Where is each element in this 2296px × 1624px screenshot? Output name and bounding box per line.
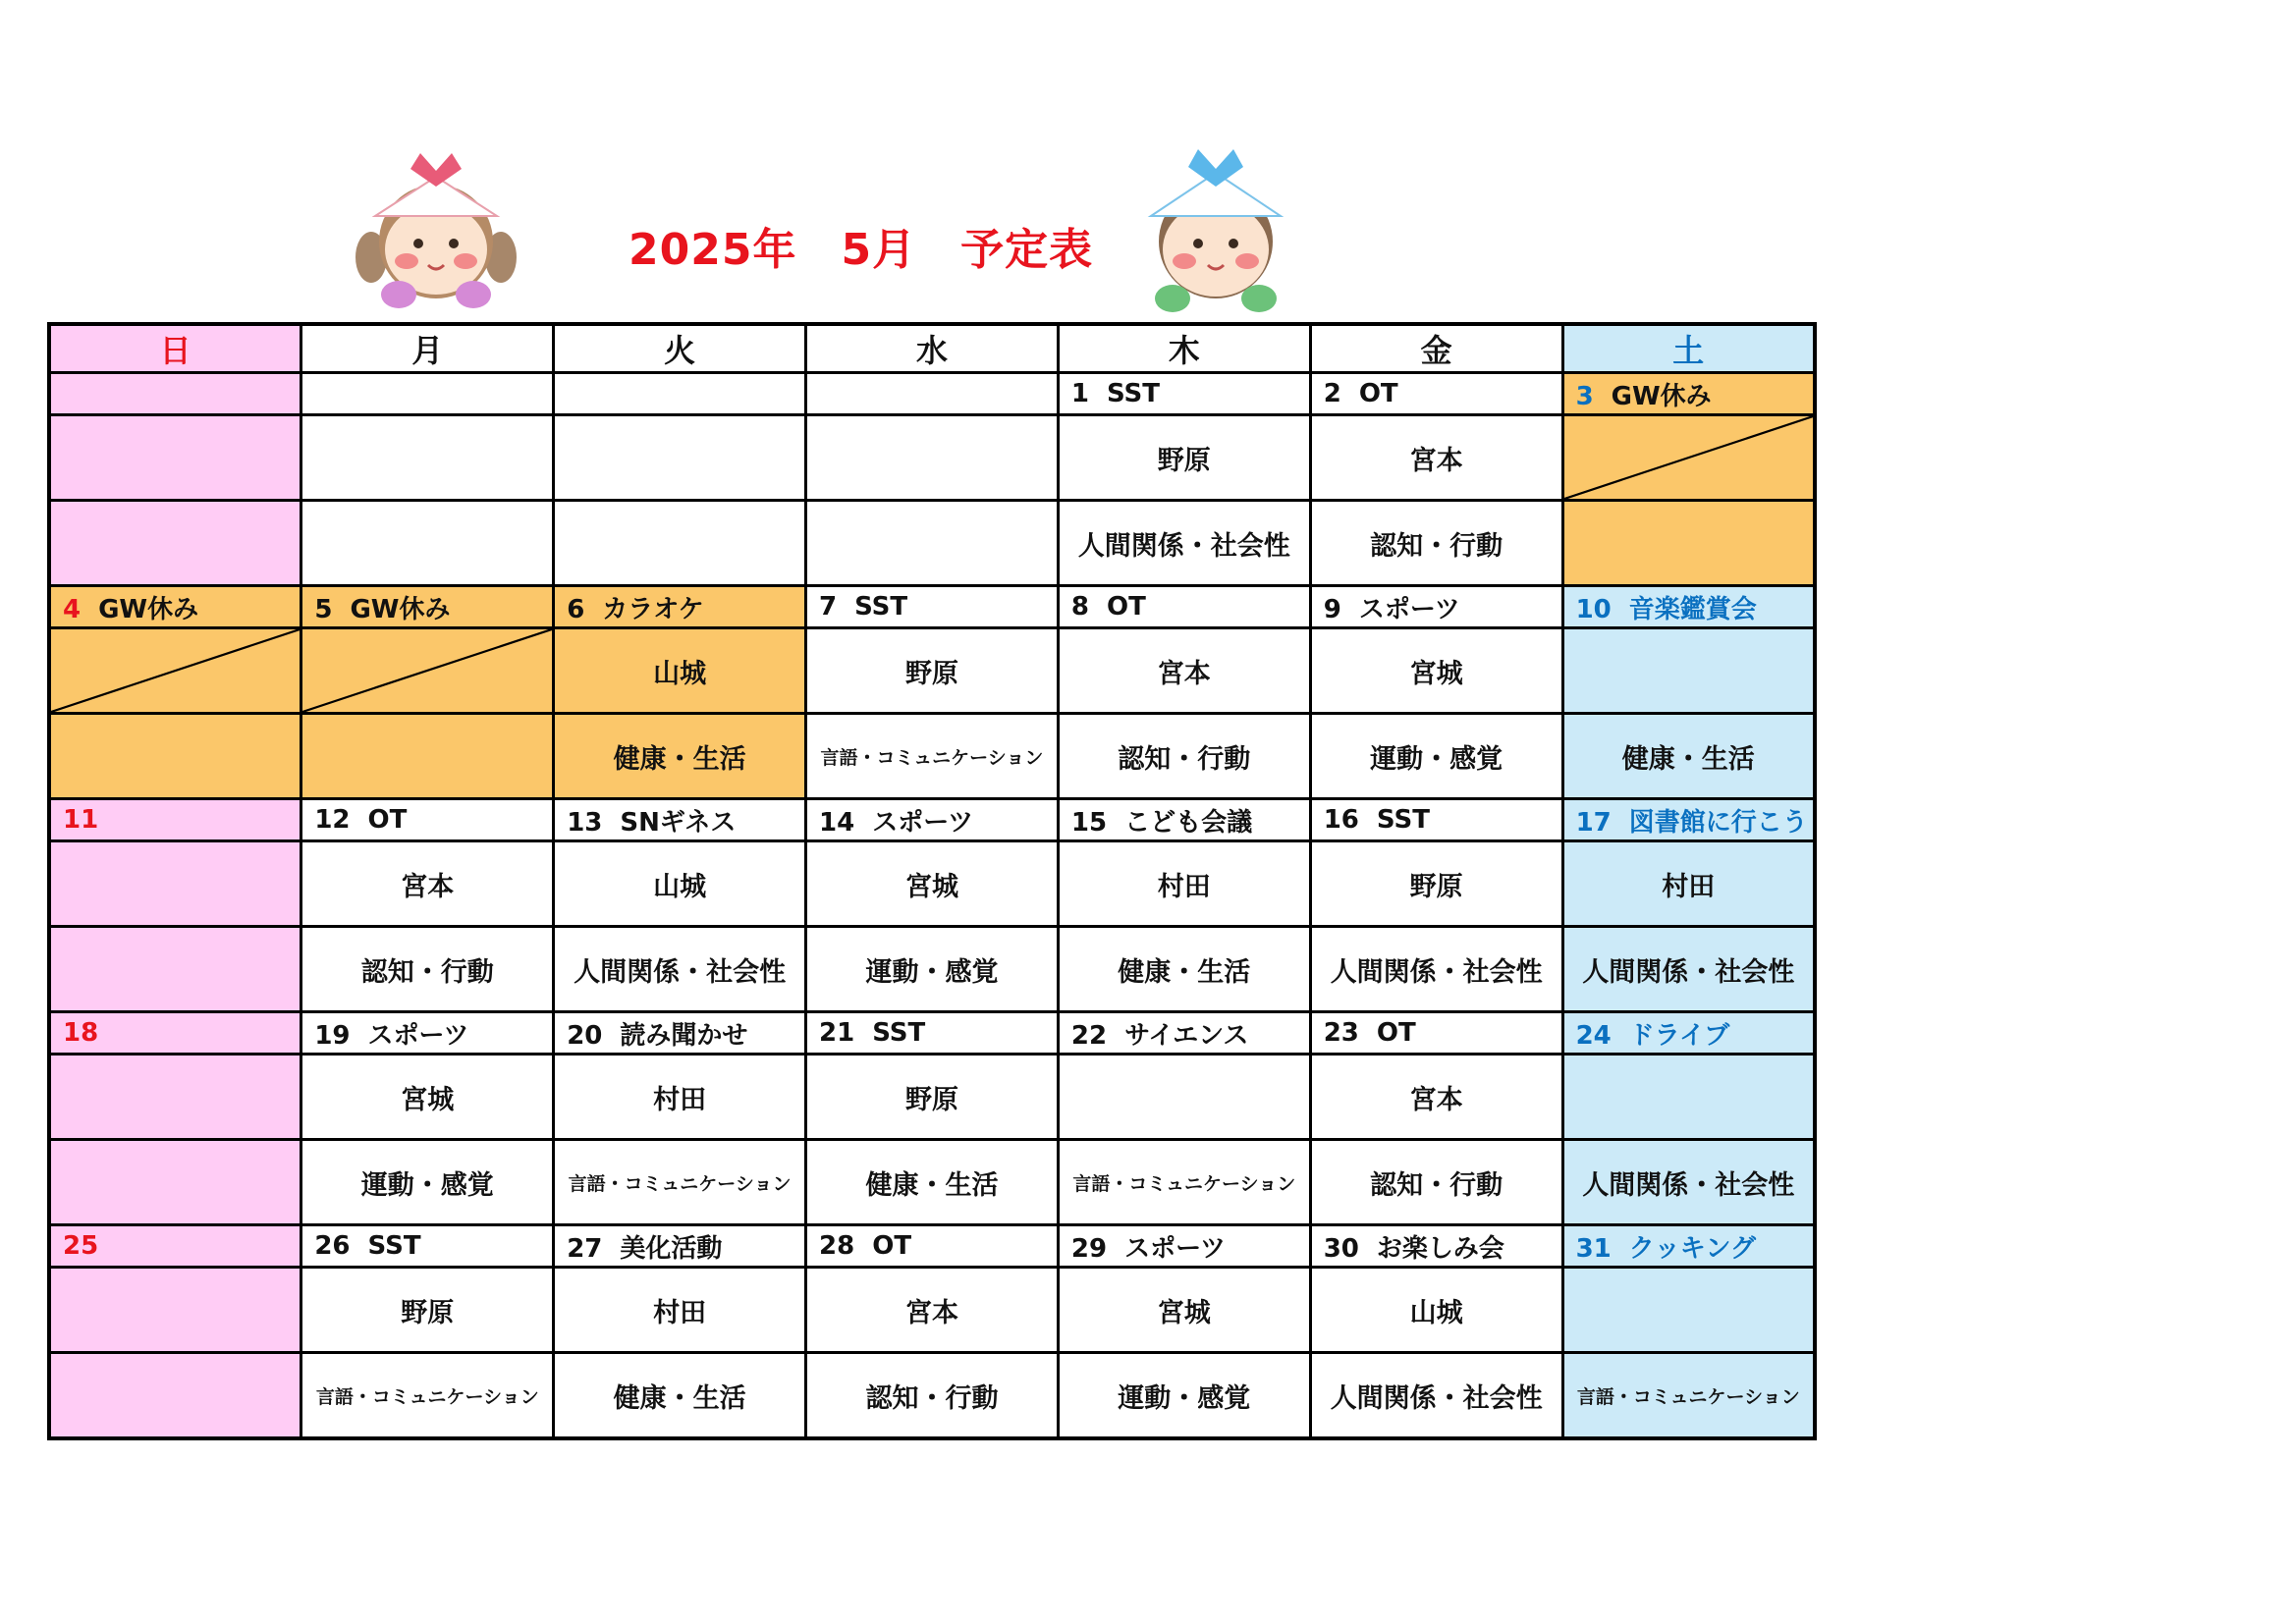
event-name: SST — [1376, 805, 1430, 835]
event-name: OT — [367, 805, 408, 835]
day-number: 29 — [1070, 1233, 1108, 1264]
category-cell: 健康・生活 — [806, 1140, 1059, 1225]
event-name: サイエンス — [1124, 1020, 1249, 1051]
day-cell — [1058, 799, 1310, 841]
date-row — [49, 1225, 1815, 1268]
event-name: OT — [872, 1231, 912, 1261]
day-cell — [806, 373, 1059, 415]
weekday-thu: 木 — [1058, 324, 1310, 373]
event-name: クッキング — [1628, 1233, 1756, 1264]
category-row — [49, 927, 1815, 1012]
category-cell — [49, 1353, 301, 1439]
staff-cell — [49, 841, 301, 927]
day-number: 13 — [567, 807, 603, 838]
event-name: スポーツ — [872, 807, 974, 838]
category-cell: 健康・生活 — [554, 1353, 806, 1439]
staff-cell — [1562, 1055, 1815, 1140]
day-cell — [1310, 799, 1562, 841]
girl-illustration — [350, 147, 522, 314]
event-name: GW休み — [98, 594, 199, 624]
event-name: ドライブ — [1628, 1020, 1730, 1051]
category-cell: 運動・感覚 — [1058, 1353, 1310, 1439]
staff-cell: 野原 — [806, 628, 1059, 714]
day-cell — [554, 586, 806, 628]
event-name: OT — [1358, 379, 1398, 408]
day-number: 15 — [1070, 807, 1108, 838]
staff-cell — [806, 415, 1059, 501]
day-cell — [1310, 1012, 1562, 1055]
staff-cell — [49, 628, 301, 714]
category-row — [49, 714, 1815, 799]
category-cell: 言語・コミュニケーション — [554, 1140, 806, 1225]
category-cell: 言語・コミュニケーション — [1562, 1353, 1815, 1439]
category-cell: 人間関係・社会性 — [1562, 1140, 1815, 1225]
day-number: 2 — [1323, 379, 1341, 408]
date-row — [49, 373, 1815, 415]
category-cell — [806, 501, 1059, 586]
day-cell — [49, 1012, 301, 1055]
staff-cell — [49, 415, 301, 501]
day-cell — [301, 1225, 554, 1268]
category-row — [49, 1140, 1815, 1225]
day-number: 3 — [1575, 381, 1594, 411]
staff-cell: 宮城 — [806, 841, 1059, 927]
day-cell — [554, 373, 806, 415]
category-cell — [1562, 501, 1815, 586]
category-cell: 健康・生活 — [1058, 927, 1310, 1012]
day-cell — [49, 373, 301, 415]
staff-cell — [49, 1268, 301, 1353]
day-number: 23 — [1323, 1018, 1359, 1048]
category-cell: 運動・感覚 — [1310, 714, 1562, 799]
day-number: 9 — [1323, 594, 1341, 624]
weekday-header-row — [49, 324, 1815, 373]
day-cell — [554, 799, 806, 841]
category-row — [49, 501, 1815, 586]
event-name: GW休み — [1611, 381, 1712, 411]
closed-diagonal — [302, 629, 552, 712]
staff-cell: 山城 — [554, 841, 806, 927]
date-row — [49, 799, 1815, 841]
day-cell — [1562, 1012, 1815, 1055]
day-number: 10 — [1575, 594, 1612, 624]
staff-cell — [554, 415, 806, 501]
category-cell — [301, 501, 554, 586]
category-row — [49, 1353, 1815, 1439]
category-cell: 健康・生活 — [1562, 714, 1815, 799]
event-name: SST — [1106, 379, 1160, 408]
staff-cell — [1562, 415, 1815, 501]
day-cell — [1562, 586, 1815, 628]
day-cell — [1310, 1225, 1562, 1268]
staff-cell — [301, 415, 554, 501]
staff-cell — [49, 1055, 301, 1140]
day-cell — [1058, 1225, 1310, 1268]
day-cell — [1562, 1225, 1815, 1268]
staff-row — [49, 628, 1815, 714]
event-name: カラオケ — [602, 594, 704, 624]
day-cell — [554, 1012, 806, 1055]
category-cell — [49, 927, 301, 1012]
day-number: 26 — [314, 1231, 351, 1261]
category-cell: 人間関係・社会性 — [1310, 927, 1562, 1012]
category-cell: 認知・行動 — [301, 927, 554, 1012]
day-cell — [554, 1225, 806, 1268]
staff-cell: 宮本 — [806, 1268, 1059, 1353]
category-cell — [49, 714, 301, 799]
day-number: 21 — [819, 1018, 855, 1048]
day-number: 17 — [1575, 807, 1612, 838]
day-cell — [1058, 373, 1310, 415]
day-cell — [806, 1225, 1059, 1268]
category-cell: 認知・行動 — [806, 1353, 1059, 1439]
staff-row — [49, 1055, 1815, 1140]
staff-cell: 野原 — [1058, 415, 1310, 501]
day-cell — [1058, 1012, 1310, 1055]
category-cell: 認知・行動 — [1058, 714, 1310, 799]
category-cell — [301, 714, 554, 799]
closed-diagonal — [51, 629, 300, 712]
day-number: 18 — [63, 1018, 99, 1048]
day-number: 28 — [819, 1231, 855, 1261]
event-name: SST — [872, 1018, 926, 1048]
schedule-table — [47, 322, 1817, 1440]
event-name: OT — [1106, 592, 1146, 622]
category-cell — [554, 501, 806, 586]
event-name: スポーツ — [367, 1020, 469, 1051]
category-cell — [49, 1140, 301, 1225]
category-cell: 言語・コミュニケーション — [301, 1353, 554, 1439]
weekday-tue: 火 — [554, 324, 806, 373]
day-number: 8 — [1070, 592, 1089, 622]
day-number: 14 — [819, 807, 855, 838]
day-number: 4 — [63, 594, 82, 624]
day-cell — [1562, 799, 1815, 841]
category-cell: 健康・生活 — [554, 714, 806, 799]
date-row — [49, 1012, 1815, 1055]
staff-cell: 宮城 — [1058, 1268, 1310, 1353]
event-name: こども会議 — [1124, 807, 1253, 838]
category-cell: 運動・感覚 — [301, 1140, 554, 1225]
event-name: SST — [367, 1231, 421, 1261]
category-cell: 言語・コミュニケーション — [1058, 1140, 1310, 1225]
category-cell — [49, 501, 301, 586]
day-number: 11 — [63, 805, 99, 835]
day-cell — [806, 586, 1059, 628]
day-cell — [301, 373, 554, 415]
boy-illustration — [1129, 145, 1302, 318]
day-number: 31 — [1575, 1233, 1612, 1264]
day-cell — [301, 586, 554, 628]
staff-cell — [1562, 628, 1815, 714]
staff-cell: 山城 — [554, 628, 806, 714]
staff-cell: 山城 — [1310, 1268, 1562, 1353]
day-cell — [1310, 373, 1562, 415]
day-number: 24 — [1575, 1020, 1612, 1051]
day-number: 20 — [567, 1020, 603, 1051]
day-cell — [301, 799, 554, 841]
category-cell: 人間関係・社会性 — [1562, 927, 1815, 1012]
event-name: SST — [854, 592, 908, 622]
staff-row — [49, 1268, 1815, 1353]
weekday-wed: 水 — [806, 324, 1059, 373]
day-cell — [301, 1012, 554, 1055]
event-name: SNギネス — [620, 807, 737, 838]
day-number: 16 — [1323, 805, 1359, 835]
day-number: 19 — [314, 1020, 351, 1051]
event-name: 読み聞かせ — [620, 1020, 748, 1051]
day-number: 1 — [1070, 379, 1089, 408]
category-cell: 人間関係・社会性 — [1058, 501, 1310, 586]
event-name: お楽しみ会 — [1376, 1233, 1504, 1264]
event-name: 美化活動 — [620, 1233, 723, 1264]
staff-cell: 宮城 — [301, 1055, 554, 1140]
day-cell — [806, 1012, 1059, 1055]
day-cell — [1310, 586, 1562, 628]
category-cell: 言語・コミュニケーション — [806, 714, 1059, 799]
weekday-mon: 月 — [301, 324, 554, 373]
event-name: スポーツ — [1358, 594, 1460, 624]
day-cell — [806, 799, 1059, 841]
staff-cell: 宮城 — [1310, 628, 1562, 714]
weekday-fri: 金 — [1310, 324, 1562, 373]
staff-cell — [301, 628, 554, 714]
staff-cell: 村田 — [554, 1268, 806, 1353]
event-name: スポーツ — [1124, 1233, 1227, 1264]
category-cell: 運動・感覚 — [806, 927, 1059, 1012]
day-number: 6 — [567, 594, 585, 624]
day-cell — [49, 586, 301, 628]
staff-cell: 村田 — [554, 1055, 806, 1140]
day-cell — [1562, 373, 1815, 415]
event-name: OT — [1376, 1018, 1416, 1048]
day-number: 12 — [314, 805, 351, 835]
staff-cell — [1058, 1055, 1310, 1140]
weekday-sun: 日 — [49, 324, 301, 373]
page-title: 2025年 5月 予定表 — [629, 225, 1094, 275]
event-name: 音楽鑑賞会 — [1628, 594, 1757, 624]
closed-diagonal — [1564, 416, 1813, 499]
day-cell — [49, 1225, 301, 1268]
category-cell: 人間関係・社会性 — [1310, 1353, 1562, 1439]
event-name: GW休み — [350, 594, 451, 624]
staff-cell: 村田 — [1562, 841, 1815, 927]
staff-cell: 野原 — [806, 1055, 1059, 1140]
day-number: 25 — [63, 1231, 99, 1261]
day-number: 27 — [567, 1233, 603, 1264]
day-number: 30 — [1323, 1233, 1359, 1264]
staff-cell: 宮本 — [301, 841, 554, 927]
staff-cell: 野原 — [1310, 841, 1562, 927]
staff-cell: 宮本 — [1310, 415, 1562, 501]
category-cell: 認知・行動 — [1310, 1140, 1562, 1225]
day-number: 22 — [1070, 1020, 1108, 1051]
staff-cell: 宮本 — [1310, 1055, 1562, 1140]
day-number: 7 — [819, 592, 838, 622]
staff-row — [49, 841, 1815, 927]
category-cell: 認知・行動 — [1310, 501, 1562, 586]
staff-row — [49, 415, 1815, 501]
staff-cell: 野原 — [301, 1268, 554, 1353]
day-cell — [1058, 586, 1310, 628]
category-cell: 人間関係・社会性 — [554, 927, 806, 1012]
staff-cell: 宮本 — [1058, 628, 1310, 714]
day-number: 5 — [314, 594, 333, 624]
date-row — [49, 586, 1815, 628]
staff-cell — [1562, 1268, 1815, 1353]
event-name: 図書館に行こう — [1628, 807, 1808, 838]
day-cell — [49, 799, 301, 841]
weekday-sat: 土 — [1562, 324, 1815, 373]
staff-cell: 村田 — [1058, 841, 1310, 927]
